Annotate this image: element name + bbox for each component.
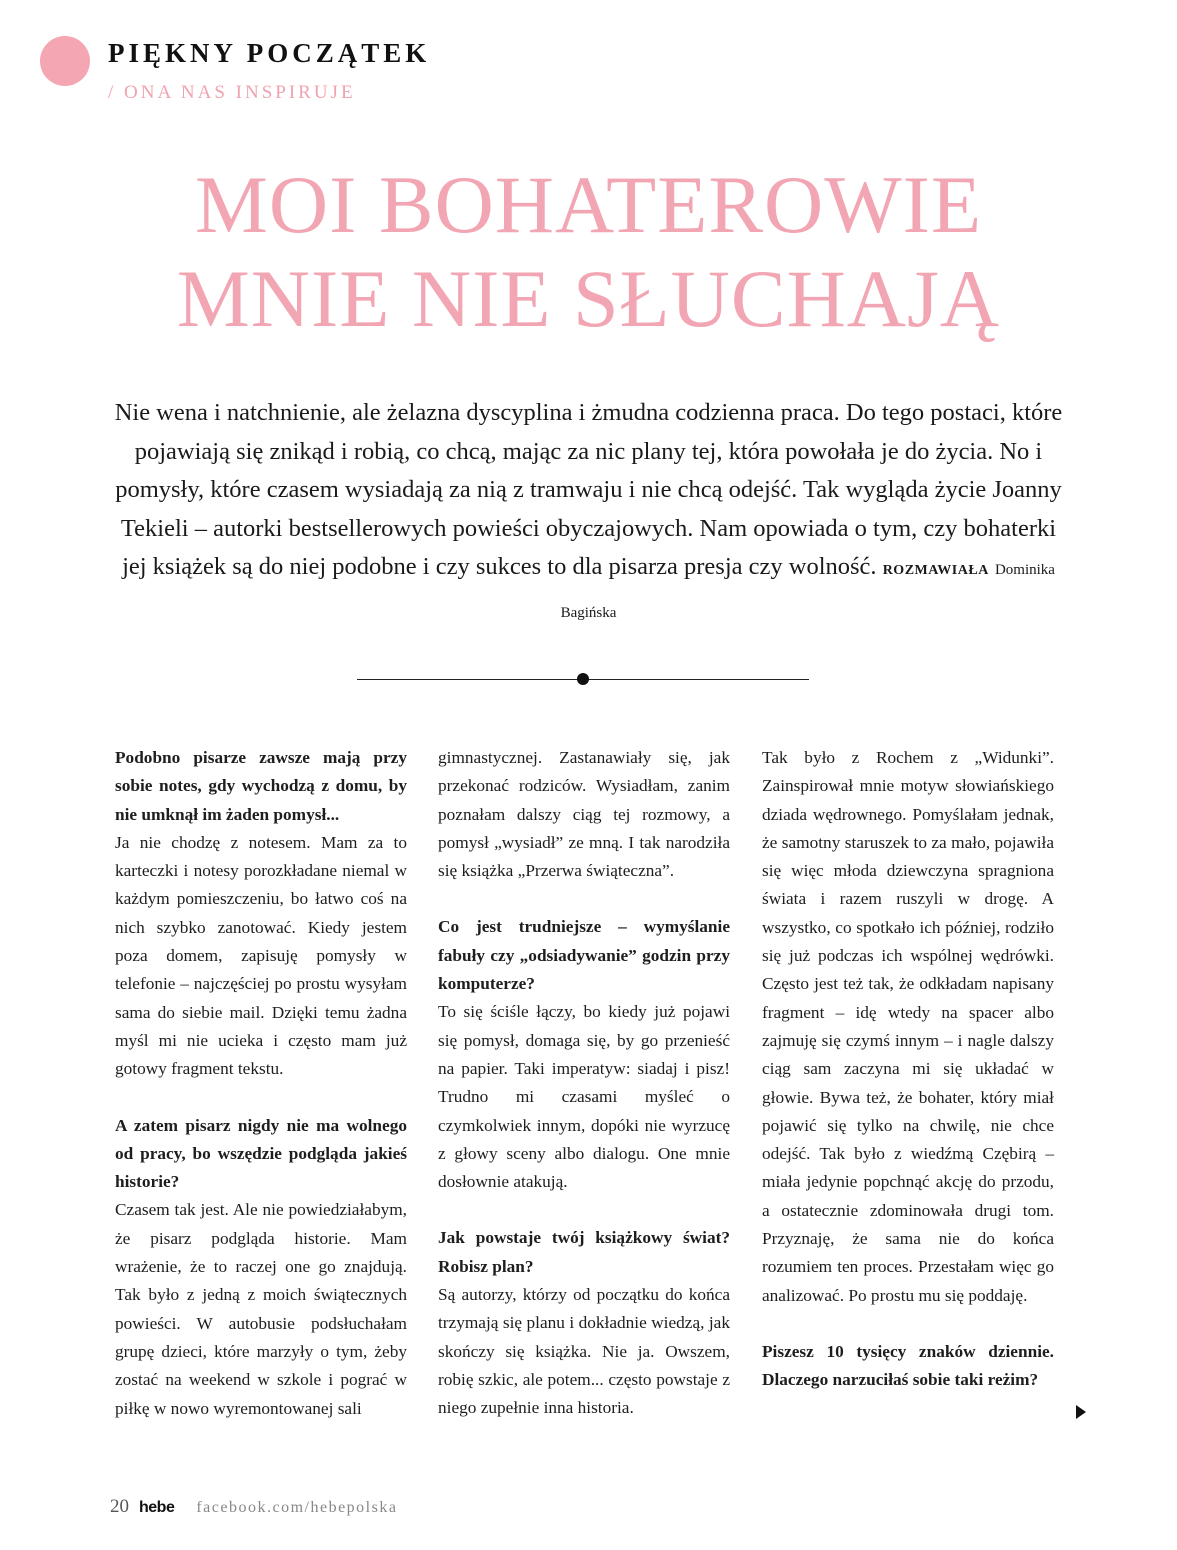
interview-question: Co jest trudniejsze – wymyślanie fabuły czy „odsiadywanie” godzin przy komputerze? xyxy=(438,917,730,994)
interview-answer: gimnastycznej. Zastanawiały się, jak przekonać rodziców. Wysiadłam, zanim poznałam dalszy ciąg tej rozmowy, a pomysł „wysiadł” ze mną. I tak narodziła się książka „Przerwa świąteczna”. xyxy=(438,748,730,881)
paragraph-gap xyxy=(762,1310,1054,1338)
pink-dot-icon xyxy=(40,36,90,86)
section-subtitle: / ONA NAS INSPIRUJE xyxy=(108,82,356,103)
interview-answer: Czasem tak jest. Ale nie powiedziałabym, że pisarz podgląda historie. Mam wrażenie, że to raczej one go znajdują. Tak było z jedną z moich świątecznych powieści. W autobusie podsłuchałam grupę dzieci, które marzyły o tym, żeby zostać na weekend w szkole i pograć w piłkę w nowo wyremontowanej sali xyxy=(115,1200,407,1418)
headline-line-2: MNIE NIE SŁUCHAJĄ xyxy=(176,253,1001,344)
article-column-3 xyxy=(762,744,1054,1395)
paragraph-gap xyxy=(438,885,730,913)
brand-logo: hebe xyxy=(139,1499,175,1516)
page-number: 20 xyxy=(110,1496,129,1517)
interview-answer: Są autorzy, którzy od początku do końca trzymają się planu i dokładnie wiedzą, jak skończy się książka. Nie ja. Owszem, robię szkic, ale potem... często powstaje z niego zupełnie inna historia. xyxy=(438,1285,730,1418)
article-column-2 xyxy=(438,744,730,1423)
lead-paragraph xyxy=(110,394,1067,632)
interview-answer: Ja nie chodzę z notesem. Mam za to karteczki i notesy porozkładane niemal w każdym pomieszczeniu, bo łatwo coś na nich szybko zanotować. Kiedy jestem poza domem, zapisuję pomysły w telefonie – najczęściej po prostu wysyłam sama do siebie mail. Dzięki temu żadna myśl mi nie ucieka i często mam już gotowy fragment tekstu. xyxy=(115,832,407,1079)
article-column-1 xyxy=(115,744,407,1423)
continue-arrow-icon xyxy=(1076,1405,1086,1419)
interview-question: Piszesz 10 tysięcy znaków dziennie. Dlaczego narzuciłaś sobie taki reżim? xyxy=(762,1341,1054,1390)
page-footer xyxy=(110,1496,397,1518)
headline xyxy=(0,158,1177,346)
interview-question: Jak powstaje twój książkowy świat? Robisz plan? xyxy=(438,1228,730,1276)
credit-label: ROZMAWIAŁA xyxy=(882,563,989,578)
lead-text: Nie wena i natchnienie, ale żelazna dyscyplina i żmudna codzienna praca. Do tego postaci, które pojawiają się znikąd i robią, co chcą, mając za nic plany tej, która powołała je do życia. No i pomysły, które czasem wysiadają za nią z tramwaju i nie chcą odejść. Tak wygląda życie Joanny Tekieli – autorki bestsellerowych powieści obyczajowych. Nam opowiada o tym, czy bohaterki jej książek są do niej podobne i czy sukces to dla pisarza presja czy wolność. xyxy=(114,399,1063,580)
divider-dot-icon xyxy=(577,673,589,685)
interview-question: A zatem pisarz nigdy nie ma wolnego od pracy, bo wszędzie podgląda jakieś historie? xyxy=(115,1115,407,1192)
interview-question: Podobno pisarze zawsze mają przy sobie notes, gdy wychodzą z domu, by nie umknął im żaden pomysł... xyxy=(115,748,407,824)
headline-line-1: MOI BOHATEROWIE xyxy=(194,159,983,250)
interview-answer: To się ściśle łączy, bo kiedy już pojawi się pomysł, domaga się, by go przenieść na papier. Taki imperatyw: siadaj i pisz! Trudno mi czasami myśleć o czymkolwiek innym, dopóki nie wyrzucę z głowy sceny albo dialogu. One mnie dosłownie atakują. xyxy=(438,1002,730,1192)
facebook-link[interactable]: facebook.com/hebepolska xyxy=(196,1499,398,1516)
section-title: PIĘKNY POCZĄTEK xyxy=(108,38,431,68)
paragraph-gap xyxy=(115,1084,407,1112)
interview-answer: Tak było z Rochem z „Widunki”. Zainspirował mnie motyw słowiańskiego dziada wędrownego. Pomyślałam jednak, że samotny staruszek to za mało, pojawiła się więc młoda dziewczyna spragniona świata i razem ruszyli w drogę. A wszystko, co spotkało ich później, rodziło się już podczas ich wspólnej wędrówki. Często jest też tak, że odkładam napisany fragment – idę wtedy na spacer albo zajmuję się czymś innym – i nagle dalszy ciąg sam zaczyna mi się układać w głowie. Bywa też, że bohater, który miał pojawić się tylko na chwilę, nie chce odejść. Tak było z wiedźmą Czębirą – miała jedynie popchnąć akcję do przodu, a ostatecznie zdominowała drugi tom. Przyznaję, że sama nie do końca rozumiem ten proces. Przestałam więc go analizować. Po prostu mu się poddaję. xyxy=(762,748,1054,1305)
paragraph-gap xyxy=(438,1196,730,1224)
credit-name: Dominika Bagińska xyxy=(560,562,1055,621)
